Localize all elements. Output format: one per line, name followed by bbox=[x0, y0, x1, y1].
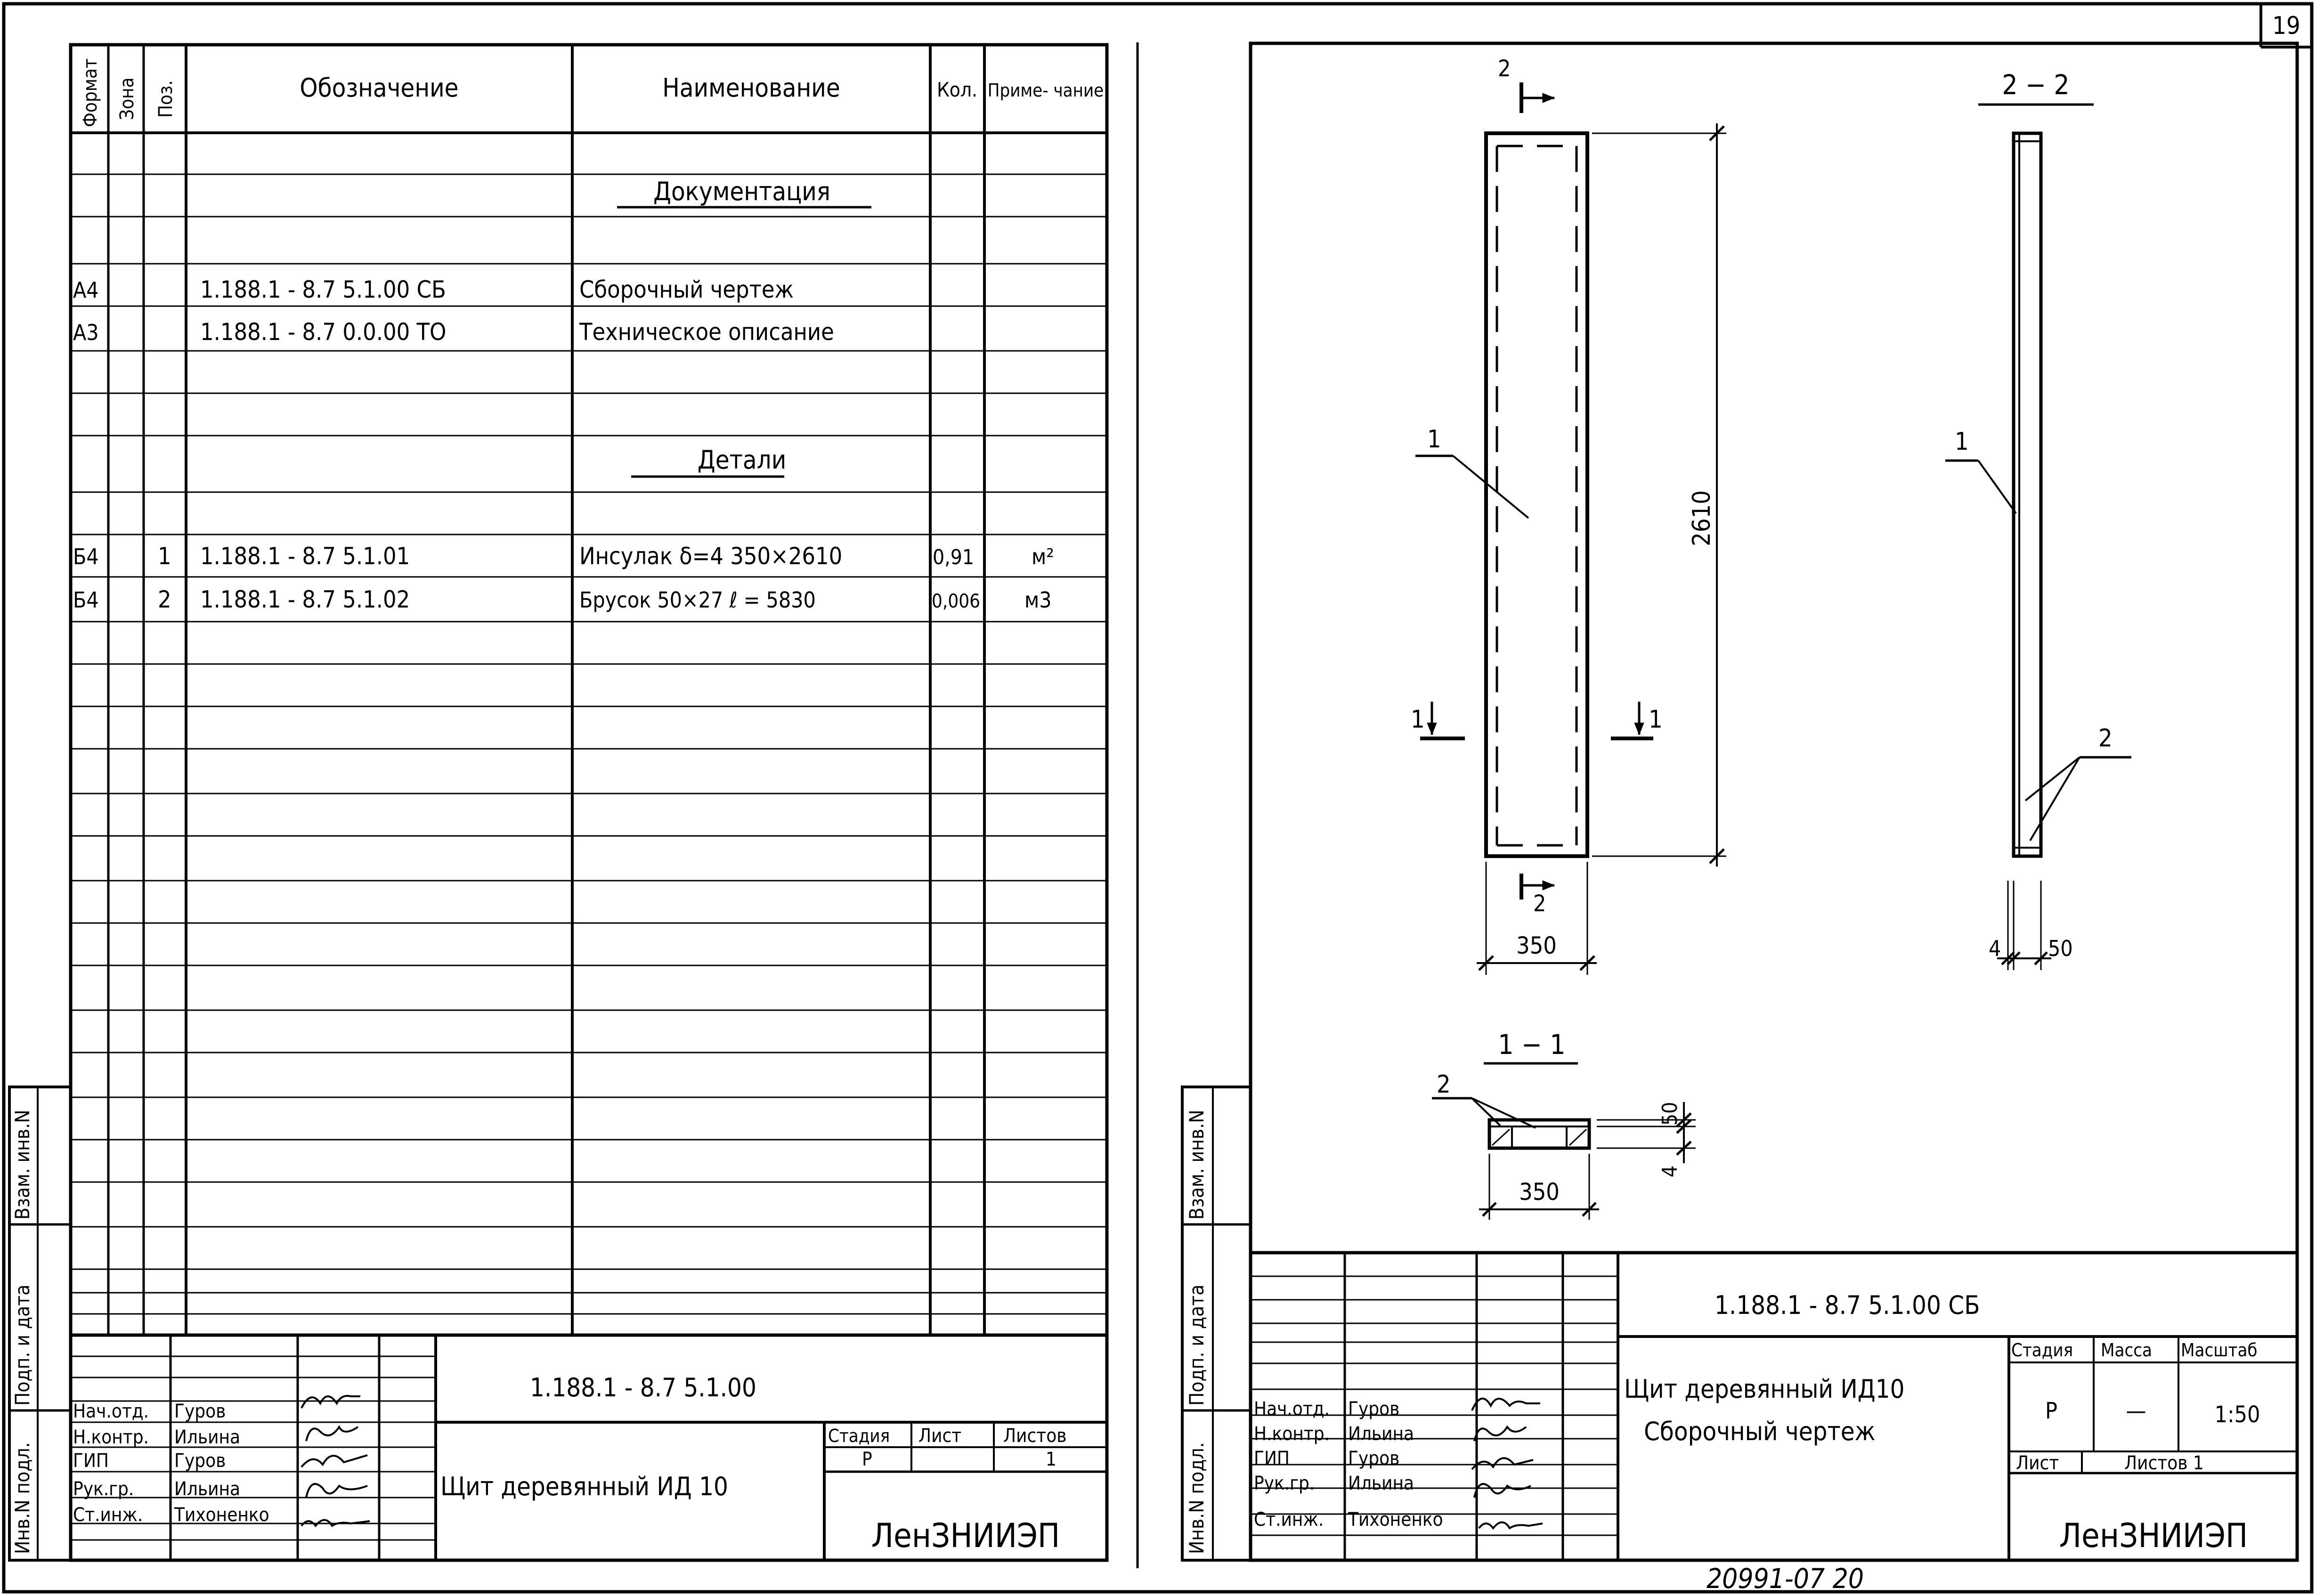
svg-text:2: 2 bbox=[158, 586, 171, 613]
right-tb-org: ЛенЗНИИЭП bbox=[2059, 1516, 2248, 1555]
dim-height: 2610 bbox=[1688, 490, 1716, 546]
svg-text:1: 1 bbox=[158, 543, 171, 570]
signer-role: Нач.отд. bbox=[73, 1401, 149, 1422]
callout-1-section: 1 bbox=[1955, 428, 1969, 456]
svg-text:1.188.1 - 8.7 5.1.00 СБ: 1.188.1 - 8.7 5.1.00 СБ bbox=[200, 276, 446, 303]
header-qty: Кол. bbox=[936, 78, 978, 101]
svg-text:0,91: 0,91 bbox=[933, 545, 975, 569]
svg-text:Б4: Б4 bbox=[73, 544, 99, 569]
signer-name: Тихоненко bbox=[1348, 1509, 1443, 1531]
svg-text:Брусок 50×27 ℓ = 5830: Брусок 50×27 ℓ = 5830 bbox=[579, 587, 816, 613]
right-side-label-sign: Подп. и дата bbox=[1185, 1284, 1208, 1406]
svg-text:Лист: Лист bbox=[918, 1425, 962, 1447]
side-label-replace: Взам. инв.N bbox=[11, 1110, 34, 1220]
svg-text:м²: м² bbox=[1032, 544, 1054, 569]
header-note: Приме- чание bbox=[987, 80, 1104, 101]
svg-text:1: 1 bbox=[1046, 1449, 1056, 1470]
signer-role: ГИП bbox=[73, 1450, 109, 1472]
bottom-archive-code: 20991-07 20 bbox=[1706, 1563, 1864, 1595]
svg-text:Б4: Б4 bbox=[73, 587, 99, 613]
svg-text:Техническое описание: Техническое описание bbox=[579, 318, 834, 346]
right-side-label-inv: Инв.N подл. bbox=[1185, 1442, 1208, 1554]
header-zone: Зона bbox=[116, 77, 138, 120]
left-tb-org: ЛенЗНИИЭП bbox=[871, 1516, 1060, 1555]
right-tb-title-1: Щит деревянный ИД10 bbox=[1624, 1374, 1905, 1404]
signer-role: Н.контр. bbox=[73, 1426, 149, 1448]
signer-name: Гуров bbox=[174, 1401, 226, 1422]
callout-2-section-1-1: 2 bbox=[1437, 1070, 1451, 1099]
svg-text:Р: Р bbox=[2045, 1398, 2058, 1424]
signer-role: Рук.гр. bbox=[1254, 1473, 1315, 1494]
dim-width-front: 350 bbox=[1516, 932, 1557, 959]
svg-text:А3: А3 bbox=[73, 320, 99, 345]
section-documentation: Документация bbox=[653, 177, 830, 206]
cut-mark-1-right: 1 bbox=[1649, 705, 1663, 734]
left-tb-code: 1.188.1 - 8.7 5.1.00 bbox=[530, 1373, 756, 1402]
signer-name: Ильина bbox=[174, 1426, 241, 1448]
dim-50-section-1-1: 50 bbox=[1658, 1102, 1682, 1126]
svg-text:1.188.1 - 8.7 0.0.00 ТО: 1.188.1 - 8.7 0.0.00 ТО bbox=[200, 318, 447, 346]
svg-text:Сборочный чертеж: Сборочный чертеж bbox=[579, 276, 794, 303]
dim-50-section: 50 bbox=[2048, 936, 2073, 961]
svg-text:Масса: Масса bbox=[2101, 1340, 2152, 1361]
signer-name: Ильина bbox=[1348, 1423, 1414, 1445]
page-number: 19 bbox=[2272, 12, 2300, 40]
signer-name: Ильина bbox=[1348, 1473, 1414, 1494]
svg-text:Лист: Лист bbox=[2016, 1452, 2059, 1474]
signer-role: ГИП bbox=[1254, 1448, 1290, 1469]
right-side-label-replace: Взам. инв.N bbox=[1185, 1110, 1208, 1220]
signer-role: Ст.инж. bbox=[1254, 1509, 1324, 1531]
svg-text:—: — bbox=[2126, 1398, 2146, 1424]
svg-text:Стадия: Стадия bbox=[828, 1426, 890, 1446]
signer-role: Ст.инж. bbox=[73, 1504, 143, 1526]
svg-text:Листов 1: Листов 1 bbox=[2124, 1452, 2204, 1474]
signer-name: Тихоненко bbox=[174, 1504, 269, 1526]
section-details: Детали bbox=[697, 445, 787, 475]
header-position: Поз. bbox=[155, 80, 177, 118]
cut-mark-1-left: 1 bbox=[1411, 705, 1425, 734]
signer-name: Гуров bbox=[1348, 1448, 1400, 1469]
callout-2-section: 2 bbox=[2098, 724, 2113, 753]
left-tb-title: Щит деревянный ИД 10 bbox=[440, 1472, 728, 1501]
cut-mark-2-top: 2 bbox=[1498, 56, 1511, 82]
dim-width-section: 350 bbox=[1519, 1178, 1560, 1206]
svg-text:1.188.1 - 8.7 5.1.01: 1.188.1 - 8.7 5.1.01 bbox=[200, 543, 410, 570]
signer-role: Рук.гр. bbox=[73, 1478, 134, 1500]
section-2-2-label: 2 − 2 bbox=[2002, 69, 2070, 101]
signer-role: Н.контр. bbox=[1254, 1423, 1330, 1445]
svg-text:м3: м3 bbox=[1024, 587, 1052, 613]
callout-1-front: 1 bbox=[1427, 425, 1441, 454]
section-1-1-label: 1 − 1 bbox=[1498, 1029, 1566, 1061]
right-tb-title-2: Сборочный чертеж bbox=[1644, 1417, 1876, 1446]
signer-name: Гуров bbox=[174, 1450, 226, 1472]
svg-text:1:50: 1:50 bbox=[2214, 1402, 2260, 1428]
svg-text:Стадия: Стадия bbox=[2011, 1340, 2073, 1361]
signer-name: Гуров bbox=[1348, 1398, 1400, 1420]
dim-4-section-1-1: 4 bbox=[1658, 1165, 1682, 1177]
cut-mark-2-bottom: 2 bbox=[1533, 891, 1546, 917]
right-tb-code: 1.188.1 - 8.7 5.1.00 СБ bbox=[1715, 1290, 1980, 1320]
svg-text:А4: А4 bbox=[73, 277, 99, 303]
header-format: Формат bbox=[80, 58, 101, 127]
svg-text:Инсулак δ=4 350×2610: Инсулак δ=4 350×2610 bbox=[579, 543, 843, 570]
header-designation: Обозначение bbox=[300, 73, 459, 103]
svg-text:Р: Р bbox=[862, 1449, 872, 1470]
side-label-sign: Подп. и дата bbox=[11, 1284, 34, 1406]
dim-4-section: 4 bbox=[1989, 936, 2001, 961]
svg-text:0,006: 0,006 bbox=[932, 591, 980, 612]
side-label-inv: Инв.N подл. bbox=[11, 1442, 34, 1554]
signer-role: Нач.отд. bbox=[1254, 1398, 1330, 1420]
header-name: Наименование bbox=[662, 73, 840, 103]
svg-text:1.188.1 - 8.7 5.1.02: 1.188.1 - 8.7 5.1.02 bbox=[200, 586, 410, 613]
svg-text:Листов: Листов bbox=[1003, 1425, 1067, 1447]
signer-name: Ильина bbox=[174, 1478, 241, 1500]
svg-text:Масштаб: Масштаб bbox=[2181, 1340, 2258, 1361]
